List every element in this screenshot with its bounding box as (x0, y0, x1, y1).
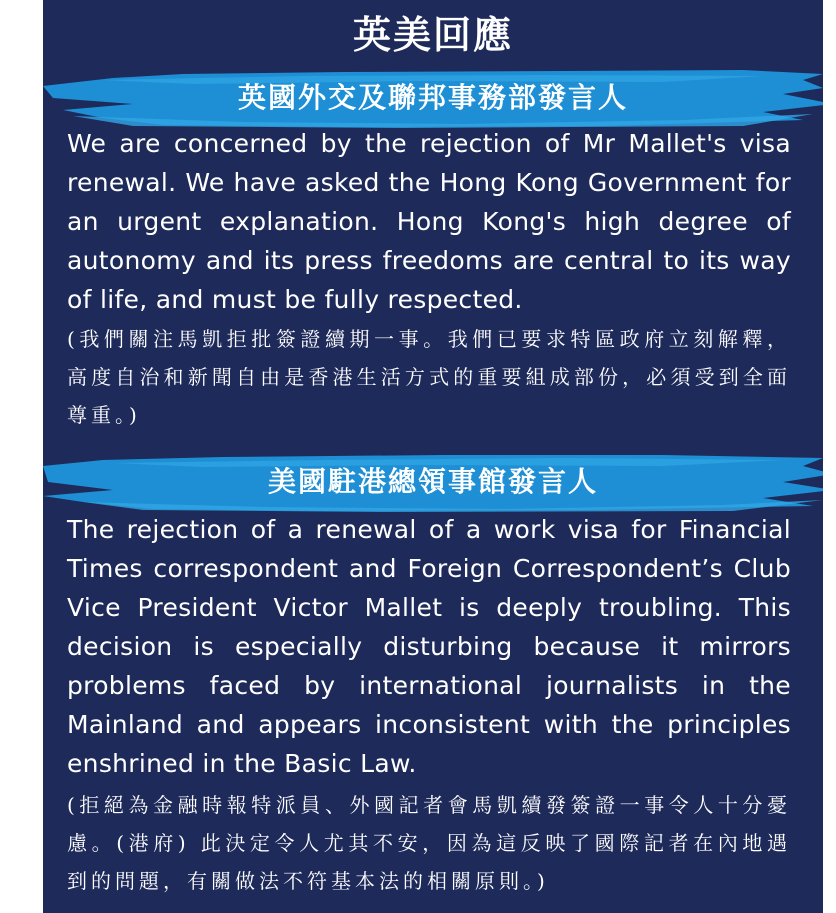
uk-heading-banner (43, 68, 823, 128)
panel-title: 英美回應 (352, 12, 513, 57)
uk-statement-english: We are concerned by the rejection of Mr Mallet's visa renewal. We have asked the Hong Kong Government for an urgent explanation. Hong Kong's high degree of autonomy and its press freedoms are central to its way of life, and must be fully respected. (67, 129, 791, 314)
uk-heading: 英國外交及聯邦事務部發言人 (237, 81, 628, 114)
us-heading: 美國駐港總領事館發言人 (267, 465, 598, 498)
uk-statement-chinese: (我們關注馬凱拒批簽證續期一事。我們已要求特區政府立刻解釋，高度自治和新聞自由是香港生活方式的重要組成部份，必須受到全面尊重。) (67, 327, 791, 427)
us-statement-english: The rejection of a renewal of a work visa for Financial Times correspondent and Foreign Correspondent’s Club Vice President Victor Mallet is deeply troubling. This decision is especially disturbing because it mirrors problems faced by international journalists in the Mainland and appears inconsistent with the principles enshrined in the Basic Law. (67, 515, 791, 778)
us-heading-banner (43, 452, 823, 512)
statement-panel (43, 0, 823, 913)
us-statement-chinese: (拒絕為金融時報特派員、外國記者會馬凱續發簽證一事令人十分憂慮。(港府) 此決定令人尤其不安，因為這反映了國際記者在內地遇到的問題，有關做法不符基本法的相關原則。) (67, 793, 791, 893)
